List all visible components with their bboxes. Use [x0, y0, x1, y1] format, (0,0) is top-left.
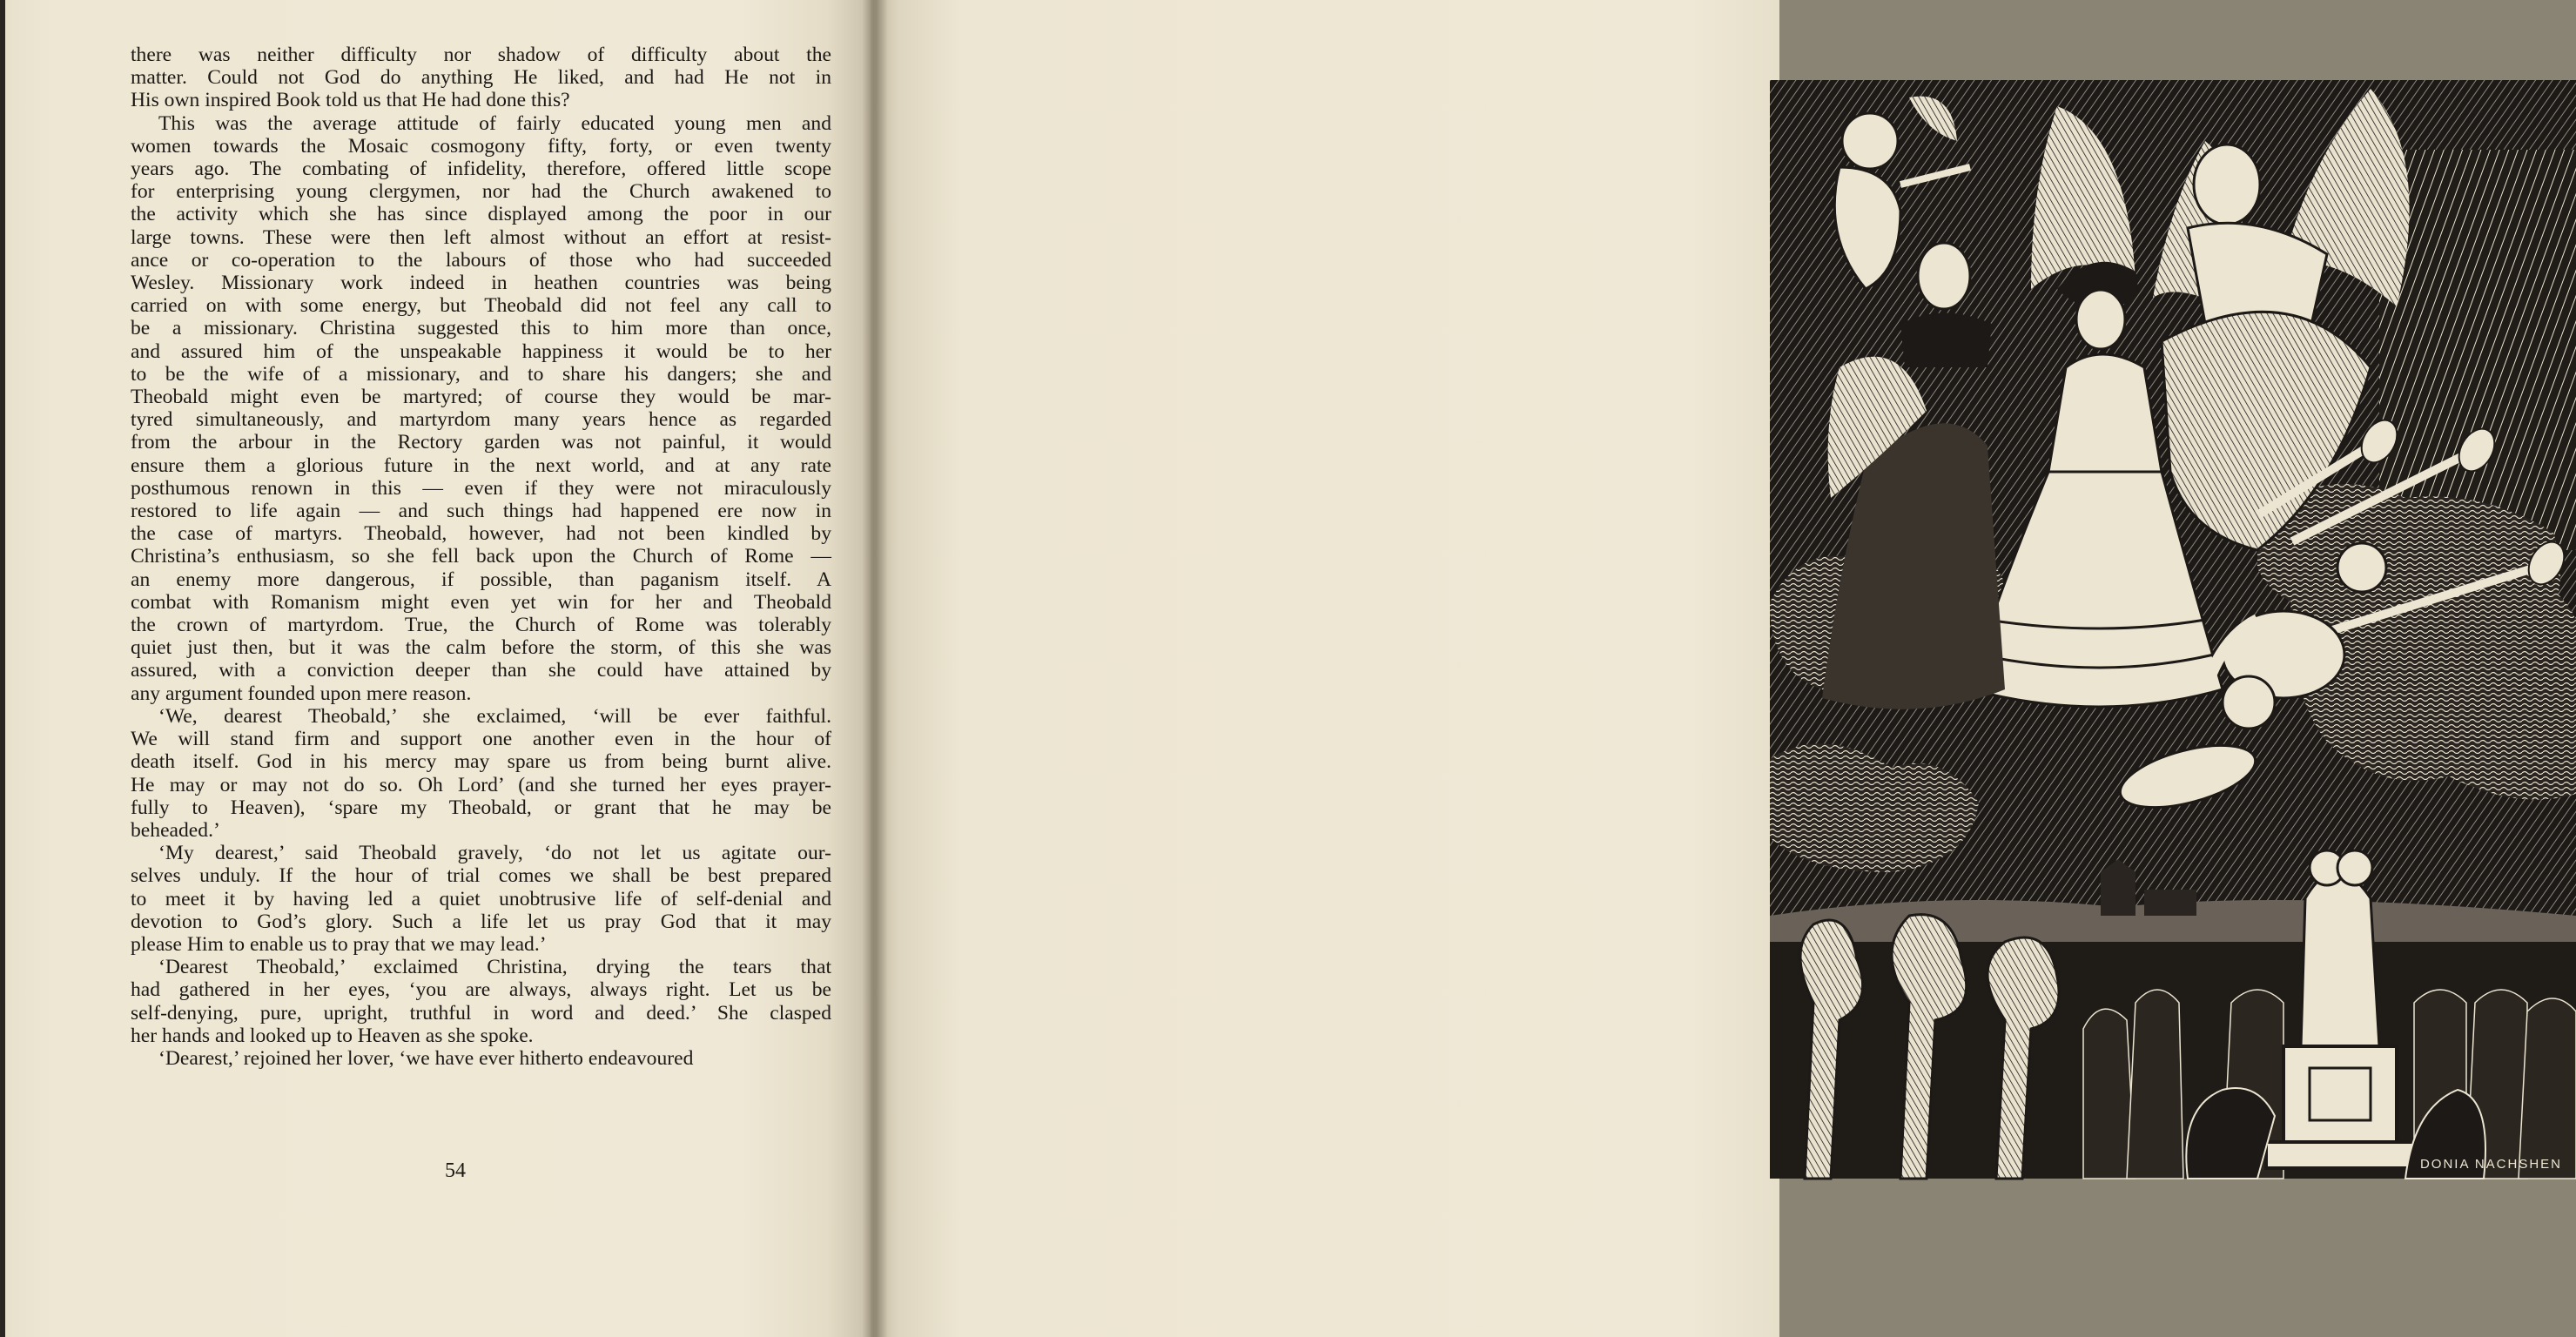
- text-line: Wesley. Missionary work indeed in heathen countries was being: [131, 272, 831, 295]
- text-line: and assured him of the unspeakable happiness it would be to her: [131, 339, 831, 363]
- left-page: [0, 0, 871, 1337]
- woodcut-illustration: [1770, 80, 2576, 1179]
- text-line: tyred simultaneously, and martyrdom many years hence as regarded: [131, 408, 831, 432]
- text-line: devotion to God’s glory. Such a life let us pray God that it may: [131, 910, 831, 933]
- text-line: be a missionary. Christina suggested this to him more than once,: [131, 317, 831, 340]
- text-line: self-denying, pure, upright, truthful in word and deed.’ She clasped: [131, 1001, 831, 1025]
- text-line: His own inspired Book told us that He had done this?: [131, 89, 570, 112]
- text-line: women towards the Mosaic cosmogony fifty, forty, or even twenty: [131, 134, 831, 158]
- text-line: ‘We, dearest Theobald,’ she exclaimed, ‘will be ever faithful.: [158, 704, 831, 728]
- pedestal: [2266, 1046, 2414, 1168]
- text-line: large towns. These were then left almost without an effort at resist-: [131, 225, 831, 249]
- text-line: combat with Romanism might even yet win for her and Theobald: [131, 590, 831, 614]
- text-line: an enemy more dangerous, if possible, than paganism itself. A: [131, 568, 831, 591]
- text-line: ance or co-operation to the labours of those who had succeeded: [131, 248, 831, 272]
- text-line: from the arbour in the Rectory garden was not painful, it would: [131, 431, 831, 454]
- text-line: assured, with a conviction deeper than she could have attained by: [131, 659, 831, 682]
- text-line: ‘My dearest,’ said Theobald gravely, ‘do not let us agitate our-: [158, 842, 831, 865]
- page-number: 54: [445, 1159, 466, 1182]
- text-line: carried on with some energy, but Theobald did not feel any call to: [131, 294, 831, 318]
- book-gutter: [862, 0, 888, 1337]
- text-line: there was neither difficulty nor shadow of difficulty about the: [131, 44, 831, 66]
- text-line: ‘Dearest,’ rejoined her lover, ‘we have ever hitherto endeavoured: [158, 1046, 694, 1070]
- text-line: the case of martyrs. Theobald, however, had not been kindled by: [131, 522, 831, 546]
- text-line: to be the wife of a missionary, and to share his dangers; she and: [131, 362, 831, 386]
- artist-signature: DONIA NACHSHEN: [2419, 1157, 2562, 1172]
- book-edge: [0, 0, 5, 1337]
- body-text: [131, 44, 831, 1070]
- text-line: the crown of martyrdom. True, the Church of Rome was tolerably: [131, 614, 831, 637]
- text-line: any argument founded upon mere reason.: [131, 682, 472, 705]
- right-page: [871, 0, 2562, 1337]
- text-line: selves unduly. If the hour of trial comes we shall be best prepared: [131, 864, 831, 888]
- text-line: ‘Dearest Theobald,’ exclaimed Christina, drying the tears that: [158, 956, 831, 979]
- text-line: death itself. God in his mercy may spare us from being burnt alive.: [131, 750, 831, 774]
- statue-figures: [2301, 850, 2379, 1046]
- text-line: to meet it by having led a quiet unobtrusive life of self-denial and: [131, 887, 831, 910]
- text-line: her hands and looked up to Heaven as she spoke.: [131, 1024, 534, 1047]
- text-line: Christina’s enthusiasm, so she fell back upon the Church of Rome —: [131, 545, 831, 568]
- text-line: This was the average attitude of fairly educated young men and: [158, 111, 831, 135]
- text-line: years ago. The combating of infidelity, therefore, offered little scope: [131, 158, 831, 181]
- text-line: for enterprising young clergymen, nor had the Church awakened to: [131, 180, 831, 204]
- text-line: fully to Heaven), ‘spare my Theobald, or grant that he may be: [131, 796, 831, 819]
- text-line: matter. Could not God do anything He liked, and had He not in: [131, 66, 831, 90]
- text-line: the activity which she has since displayed among the poor in our: [131, 203, 831, 226]
- text-line: He may or may not do so. Oh Lord’ (and she turned her eyes prayer-: [131, 773, 831, 796]
- text-line: Theobald might even be martyred; of course they would be mar-: [131, 386, 831, 409]
- text-line: quiet just then, but it was the calm before the storm, of this she was: [131, 636, 831, 660]
- text-line: We will stand firm and support one another even in the hour of: [131, 728, 831, 751]
- text-line: please Him to enable us to pray that we may lead.’: [131, 932, 547, 956]
- text-line: beheaded.’: [131, 818, 220, 842]
- text-line: posthumous renown in this — even if they were not miraculously: [131, 476, 831, 500]
- text-line: ensure them a glorious future in the next world, and at any rate: [131, 454, 831, 477]
- text-line: had gathered in her eyes, ‘you are always, always right. Let us be: [131, 978, 831, 1002]
- text-line: restored to life again — and such things had happened ere now in: [131, 500, 831, 523]
